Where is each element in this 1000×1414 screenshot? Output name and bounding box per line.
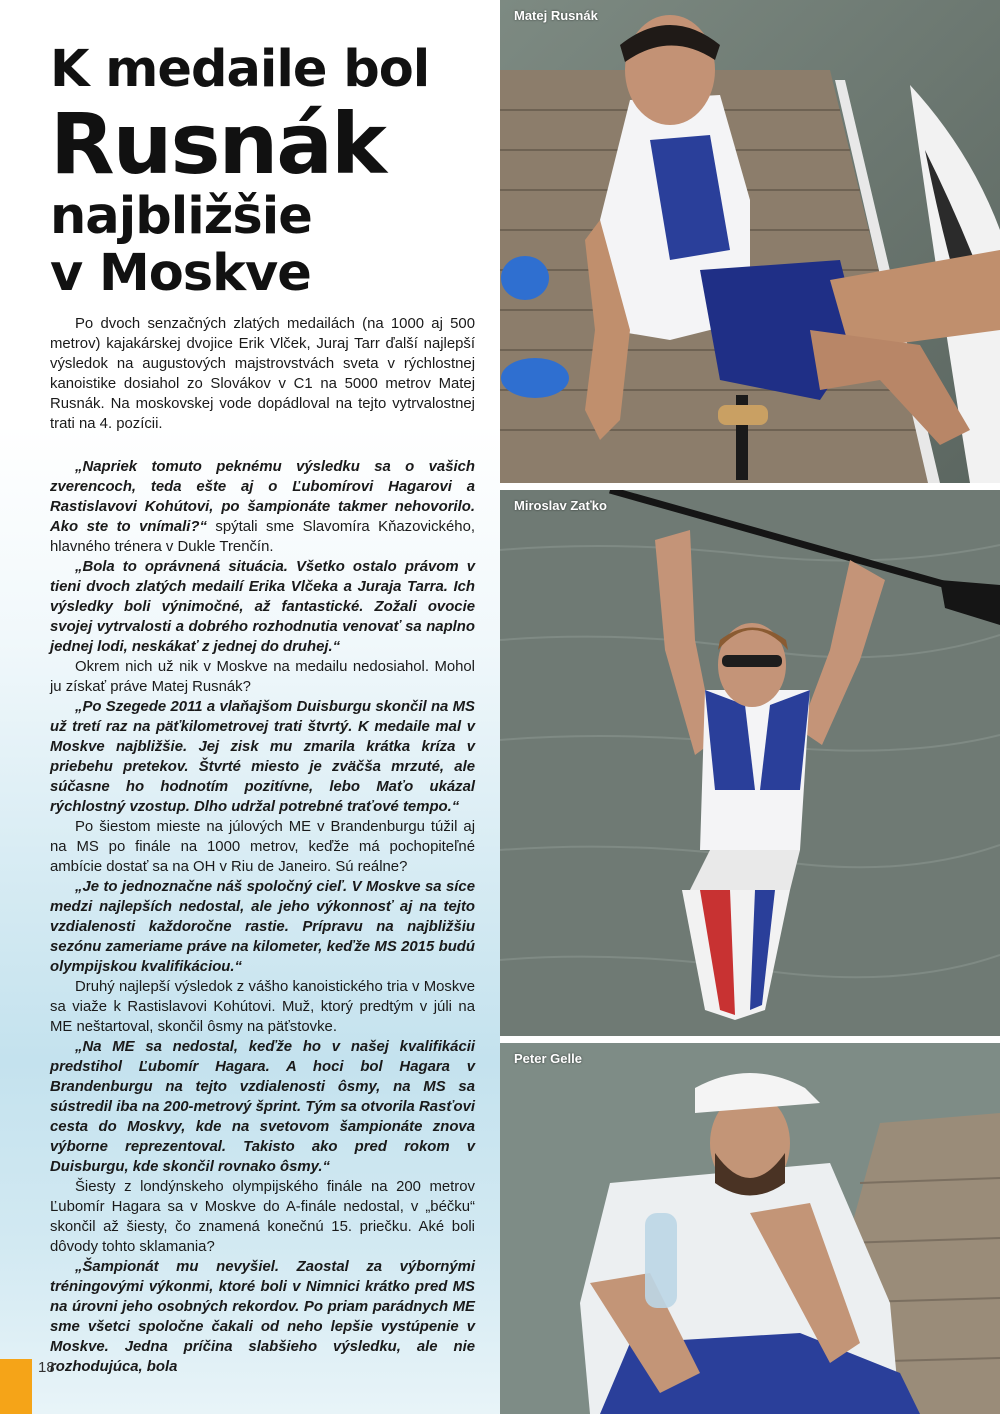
question-attribution: spýtali sme Slavomíra Kňazovického, hlavného trénera v Dukle Trenčín. <box>50 519 475 555</box>
photo-matej-rusnak <box>500 0 1000 483</box>
answer-paragraph-2: „Po Szegede 2011 a vlaňajšom Duisburgu skončil na MS už tretí raz na päťkilometrovej trati štvrtý. K medaile mal v Moskve najbližšie. Jej zisk mu zmarila krátka kríza v priebehu pretekov. Štvrté miesto je zväčša mrzuté, ale súčasne ho hodnotím pozitívne, lebo Maťo ukázal rýchlostný vzostup. Dlho udržal potrebné traťové tempo.“ <box>50 699 475 815</box>
headline-line-3: najbližšie <box>50 187 312 246</box>
page-number: 18 <box>38 1359 55 1376</box>
photo-miroslav-zatko <box>500 490 1000 1036</box>
paragraph-spacer <box>50 434 475 457</box>
article-body <box>50 314 475 1377</box>
photo-1-image <box>500 0 1000 483</box>
photo-2-image <box>500 490 1000 1036</box>
answer-paragraph-1: „Bola to oprávnená situácia. Všetko ostalo právom v tieni dvoch zlatých medailí Erika Vlčeka a Juraja Tarra. Ich výsledky boli výnimočné, až fantastické. Zožali ovocie svojej vytrvalosti a dobrého rozhodnutia venovať sa naplno jednej lodi, neskákať z jednej do druhej.“ <box>50 559 475 655</box>
answer-paragraph-5: „Šampionát mu nevyšiel. Zaostal za výbornými tréningovými výkonmi, ktoré boli v Nimnici krátko pred MS na úrovni jeho osobných rekordov. Po priam parádnych ME sme všetci spoločne čakali od neho lepšie vystúpenie v Moskve. Jedna príčina slabšieho výsledku, ale nie rozhodujúca, bola <box>50 1259 475 1375</box>
question-text: „Napriek tomuto peknému výsledku sa o vašich zverencoch, teda ešte aj o Ľubomírovi Hagarovi a Rastislavovi Kohútovi, po šampionáte takmer nehovorilo. Ako ste to vnímali?“ <box>50 459 475 535</box>
photo-3-caption: Peter Gelle <box>514 1051 582 1066</box>
body-paragraph-3: Po šiestom mieste na júlových ME v Brandenburgu túžil aj na MS po finále na 1000 metrov, keďže má pochopiteľné ambície dostať sa na OH v Riu de Janeiro. Sú reálne? <box>50 819 475 875</box>
answer-paragraph-3: „Je to jednoznačne náš spoločný cieľ. V Moskve sa síce medzi najlepších nedostal, ale jeho výkonnosť aj na tejto vzdialenosti každoročne rastie. Prípravu na najbližšiu sezónu zameriame práve na kilometer, keďže MS 2015 budú olympijskou kvalifikáciou.“ <box>50 879 475 975</box>
answer-paragraph-4: „Na ME sa nedostal, keďže ho v našej kvalifikácii predstihol Ľubomír Hagara. A hoci bol Hagara v Brandenburgu na tejto vzdialenosti ôsmy, na MS sa sústredil iba na 200-metrový šprint. Tým sa otvorila Rasťovi cesta do Moskvy, kde na svetovom šampionáte znova výborne reprezentoval. Takisto ako pred rokom v Duisburgu, kde skončil rovnako ôsmy.“ <box>50 1039 475 1175</box>
question-paragraph <box>50 457 475 557</box>
body-paragraph-5: Šiesty z londýnskeho olympijského finále na 200 metrov Ľubomír Hagara sa v Moskve do A-finále nedostal, v „béčku“ skončil až šiesty, čo znamená konečnú 15. priečku. Aké boli dôvody tohto sklamania? <box>50 1179 475 1255</box>
photo-3-image <box>500 1043 1000 1414</box>
intro-paragraph: Po dvoch senzačných zlatých medailách (na 1000 aj 500 metrov) kajakárskej dvojice Erik Vlček, Juraj Tarr ďalší najlepší výsledok na augustových majstrovstvách sveta v rýchlostnej kanoistike dosiahol zo Slovákov v C1 na 5000 metrov Matej Rusnák. Na moskovskej vode dopádloval na tejto vytrvalostnej trati na 4. pozícii. <box>50 316 475 432</box>
photo-peter-gelle <box>500 1043 1000 1414</box>
page-corner-tab <box>0 1359 32 1414</box>
article-headline <box>50 40 500 302</box>
body-paragraph-4: Druhý najlepší výsledok z vášho kanoistického tria v Moskve sa viaže k Rastislavovi Kohútovi. Muž, ktorý predtým v júli na ME neštartoval, skončil ôsmy na päťstovke. <box>50 979 475 1035</box>
headline-line-1: K medaile bol <box>50 40 430 99</box>
photo-1-caption: Matej Rusnák <box>514 8 598 23</box>
headline-line-4: v Moskve <box>50 244 311 303</box>
headline-line-2: Rusnák <box>50 95 385 193</box>
body-paragraph-2: Okrem nich už nik v Moskve na medailu nedosiahol. Mohol ju získať práve Matej Rusnák? <box>50 659 475 695</box>
photo-2-caption: Miroslav Zaťko <box>514 498 607 513</box>
